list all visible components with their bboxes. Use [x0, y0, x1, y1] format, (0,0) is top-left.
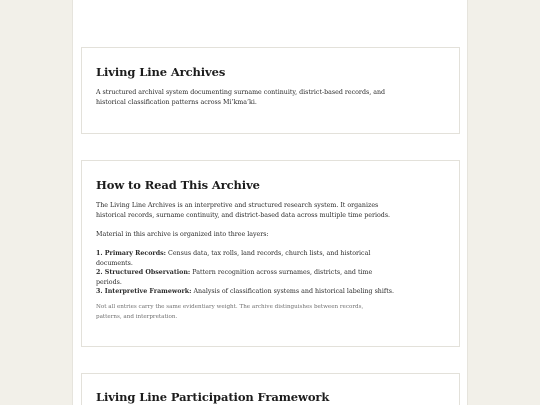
evidentiary-note: Not all entries carry the same evidentiary weight. The archive distinguishes between records, patterns, and interpretation.: [96, 304, 364, 320]
page: [72, 0, 468, 405]
layers-intro: Material in this archive is organized into three layers:: [96, 231, 269, 238]
archive-intro-card: [81, 47, 460, 134]
layer-text: Census data, tax rolls, land records, church lists, and historical documents.: [96, 250, 371, 267]
how-to-read-title: How to Read This Archive: [96, 178, 260, 192]
participation-title: Living Line Participation Framework: [96, 390, 330, 404]
layer-item: [96, 249, 396, 268]
how-to-read-intro: The Living Line Archives is an interpretive and structured research system. It organizes historical records, surname continuity, and district-based data across multiple time periods.: [96, 202, 391, 219]
layer-label: 3. Interpretive Framework:: [96, 288, 192, 295]
layers-list: [96, 249, 396, 297]
layer-label: 2. Structured Observation:: [96, 269, 191, 276]
participation-card: [81, 373, 460, 405]
layer-label: 1. Primary Records:: [96, 250, 166, 257]
layer-text: Pattern recognition across surnames, districts, and time periods.: [96, 269, 373, 286]
archive-title: Living Line Archives: [96, 65, 226, 79]
layer-item: [96, 287, 396, 297]
how-to-read-card: [81, 160, 460, 347]
layer-text: Analysis of classification systems and historical labeling shifts.: [193, 288, 394, 295]
layer-item: [96, 268, 396, 287]
archive-description: A structured archival system documenting surname continuity, district-based records, and historical classification patterns across Mi’kma’ki.: [96, 89, 386, 106]
